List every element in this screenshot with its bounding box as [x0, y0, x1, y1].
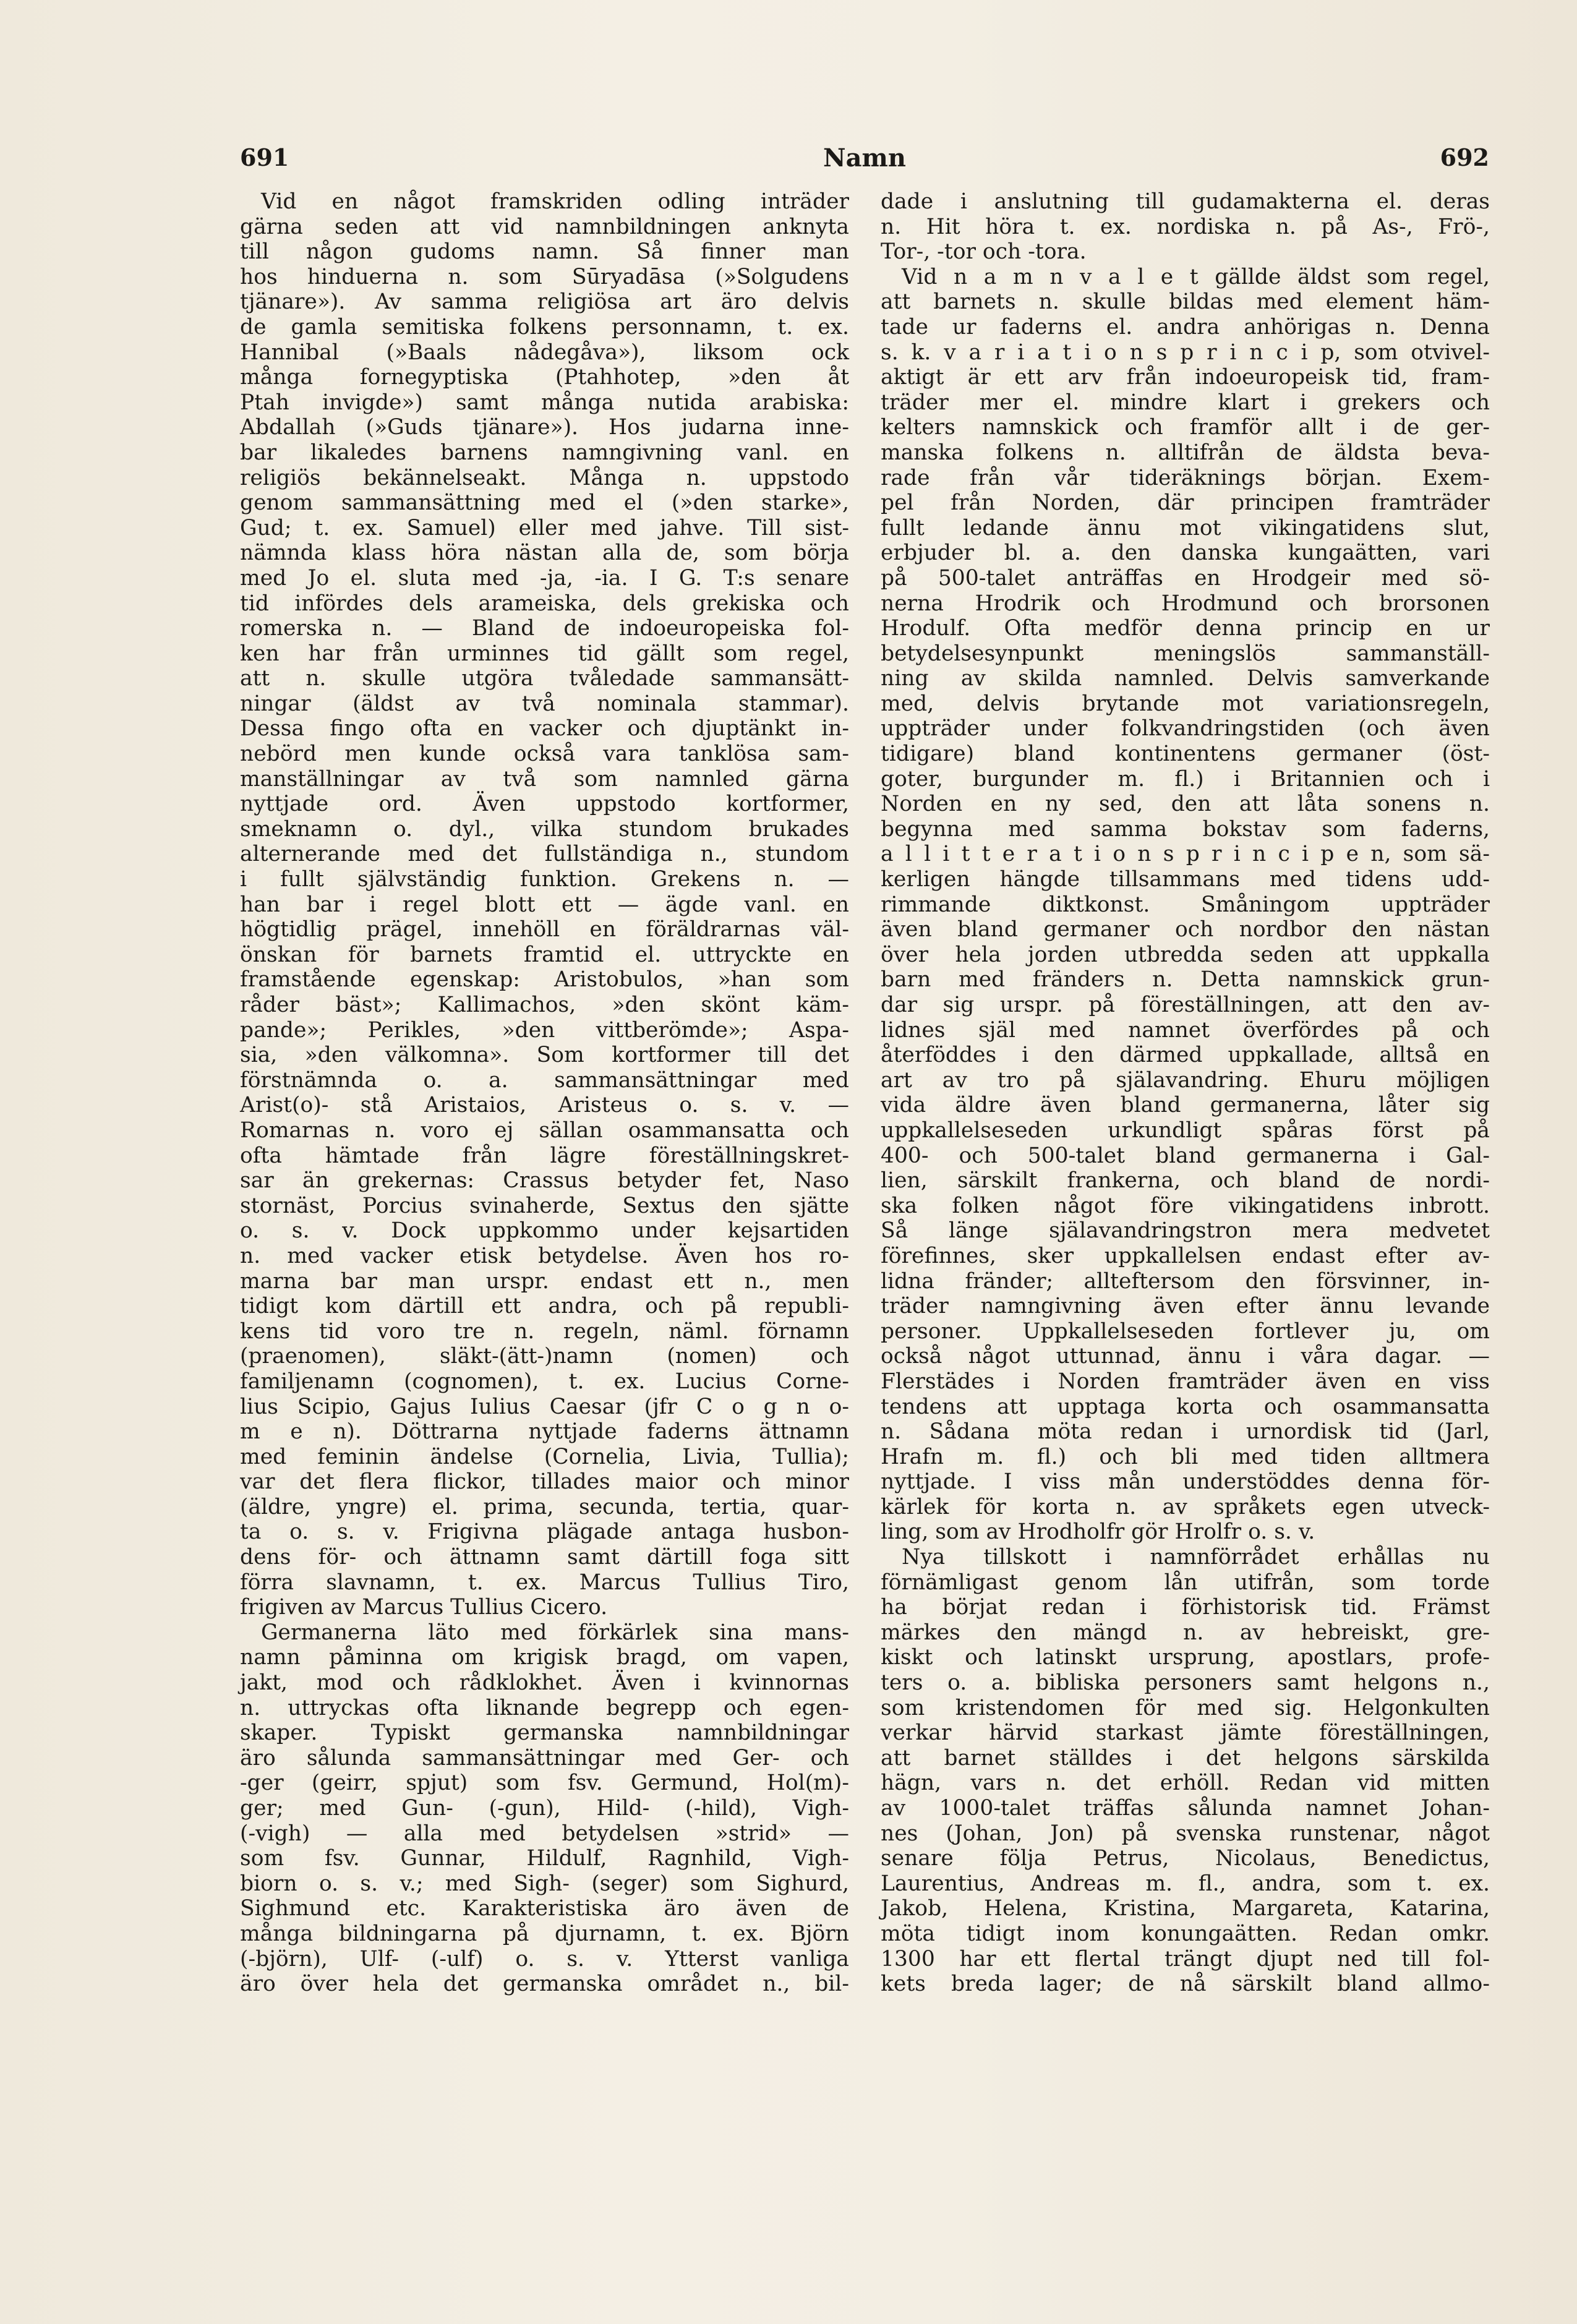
text-line: 400- och 500-talet bland germanerna i Gal- [881, 1143, 1490, 1168]
text-line: kerligen hängde tillsammans med tidens udd- [881, 867, 1490, 892]
text-line: ning av skilda namnled. Delvis samverkande [881, 666, 1490, 691]
text-line: nyttjade ord. Även uppstodo kortformer, [240, 792, 849, 817]
text-line: ha börjat redan i förhistorisk tid. Främst [881, 1595, 1490, 1620]
text-line: (-vigh) — alla med betydelsen »strid» — [240, 1821, 849, 1846]
text-line: var det flera flickor, tillades maior och minor [240, 1469, 849, 1495]
text-line: bar likaledes barnens namngivning vanl. en [240, 440, 849, 465]
text-line: nerna Hrodrik och Hrodmund och brorsonen [881, 591, 1490, 616]
text-line: som fsv. Gunnar, Hildulf, Ragnhild, Vigh- [240, 1846, 849, 1871]
text-line: n. Hit höra t. ex. nordiska n. på As-, Frö-, [881, 214, 1490, 239]
text-line: pel från Norden, där principen framträder [881, 490, 1490, 516]
text-line: ofta hämtade från lägre föreställningskret- [240, 1143, 849, 1168]
text-line: tidigare) bland kontinentens germaner (öst- [881, 741, 1490, 767]
text-line: frigiven av Marcus Tullius Cicero. [240, 1595, 608, 1620]
text-line: nebörd men kunde också vara tanklösa sam- [240, 741, 849, 767]
text-line: Arist(o)- stå Aristaios, Aristeus o. s. v. — [240, 1093, 849, 1118]
text-line: Flerstädes i Norden framträder även en viss [881, 1369, 1490, 1394]
text-line: högtidlig prägel, innehöll en föräldrarnas väl- [240, 917, 849, 942]
text-line: ningar (äldst av två nominala stammar). [240, 691, 849, 716]
text-line: Jakob, Helena, Kristina, Margareta, Katarina, [881, 1896, 1490, 1921]
text-line: på 500-talet anträffas en Hrodgeir med sö- [881, 565, 1490, 591]
text-line: träder namngivning även efter ännu levande [881, 1294, 1490, 1319]
text-line: äro över hela det germanska området n., bil- [240, 1972, 849, 1997]
text-line: Gud; t. ex. Samuel) eller med jahve. Till sist- [240, 515, 849, 540]
text-line: Hannibal (»Baals nådegåva»), liksom ock [240, 340, 849, 365]
text-line: till någon gudoms namn. Så finner man [240, 239, 849, 265]
text-line: pande»; Perikles, »den vittberömde»; Aspa- [240, 1017, 849, 1043]
text-line: o. s. v. Dock uppkommo under kejsartiden [240, 1218, 849, 1244]
text-line: ska folken något före vikingatidens inbrott. [881, 1193, 1490, 1218]
text-line: Laurentius, Andreas m. fl., andra, som t. ex. [881, 1871, 1490, 1896]
text-line: romerska n. — Bland de indoeuropeiska fol- [240, 616, 849, 641]
text-line: kiskt och latinskt ursprung, apostlars, profe- [881, 1645, 1490, 1670]
text-line: av 1000-talet träffas sålunda namnet Johan- [881, 1796, 1490, 1821]
text-line: märkes den mängd n. av hebreiskt, gre- [881, 1620, 1490, 1645]
text-line: äro sålunda sammansättningar med Ger- och [240, 1745, 849, 1771]
text-line: n. med vacker etisk betydelse. Även hos ro- [240, 1243, 849, 1268]
text-line: Vid en något framskriden odling inträder [261, 189, 849, 214]
text-line: råder bäst»; Kallimachos, »den skönt käm- [240, 993, 849, 1017]
text-line: rimmande diktkonst. Småningom uppträder [881, 892, 1490, 917]
text-line: Ptah invigde») samt många nutida arabiska: [240, 390, 849, 415]
text-line: med feminin ändelse (Cornelia, Livia, Tullia); [240, 1444, 849, 1469]
text-line: Norden en ny sed, den att låta sonens n. [881, 792, 1490, 817]
text-line: s. k. v a r i a t i o n s p r i n c i p, som otvivel- [881, 340, 1490, 365]
text-line: fullt ledande ännu mot vikingatidens slut, [881, 515, 1490, 540]
text-line: ta o. s. v. Frigivna plägade antaga husbon- [240, 1519, 849, 1545]
text-line: tid infördes dels arameiska, dels grekiska och [240, 591, 849, 616]
text-line: förstnämnda o. a. sammansättningar med [240, 1067, 849, 1093]
text-line: nyttjade. I viss mån understöddes denna för- [881, 1469, 1490, 1495]
text-line: (praenomen), släkt-(ätt-)namn (nomen) och [240, 1344, 849, 1369]
text-line: (-björn), Ulf- (-ulf) o. s. v. Ytterst vanliga [240, 1946, 849, 1972]
text-line: hos hinduerna n. som Sūryadāsa (»Solgudens [240, 264, 849, 289]
text-line: jakt, mod och rådklokhet. Även i kvinnornas [240, 1670, 849, 1696]
text-line: återföddes i den därmed uppkallade, alltså en [881, 1043, 1490, 1068]
text-line: vida äldre även bland germanerna, låter sig [881, 1093, 1490, 1118]
text-line: lius Scipio, Gajus Iulius Caesar (jfr C o g n o- [240, 1394, 849, 1419]
text-line: kets breda lager; de nå särskilt bland allmo- [881, 1972, 1490, 1997]
text-line: Vid n a m n v a l e t gällde äldst som regel, [902, 264, 1490, 289]
text-line: lien, särskilt frankerna, och bland de nordi- [881, 1168, 1490, 1194]
text-line: a l l i t t e r a t i o n s p r i n c i p e n, som sä- [881, 842, 1490, 867]
text-line: erbjuder bl. a. den danska kungaätten, vari [881, 540, 1490, 566]
text-line: biorn o. s. v.; med Sigh- (seger) som Sighurd, [240, 1871, 849, 1896]
text-line: nämnda klass höra nästan alla de, som börja [240, 540, 849, 566]
text-line: förnämligast genom lån utifrån, som torde [881, 1570, 1490, 1595]
text-line: gärna seden att vid namnbildningen anknyta [240, 214, 849, 239]
text-line: manställningar av två som namnled gärna [240, 766, 849, 792]
text-line: genom sammansättning med el (»den starke», [240, 490, 849, 516]
text-line: ters o. a. bibliska personers samt helgons n., [881, 1670, 1490, 1696]
text-line: Hrodulf. Ofta medför denna princip en ur [881, 616, 1490, 641]
text-line: personer. Uppkallelseseden fortlever ju, om [881, 1318, 1490, 1344]
text-line: i fullt självständig funktion. Grekens n. — [240, 867, 849, 892]
text-line: religiös bekännelseakt. Många n. uppstodo [240, 465, 849, 490]
text-line: n. Sådana möta redan i urnordisk tid (Jarl, [881, 1419, 1490, 1445]
text-line: sar än grekernas: Crassus betyder fet, Naso [240, 1168, 849, 1194]
text-line: marna bar man urspr. endast ett n., men [240, 1268, 849, 1294]
text-line: verkar härvid starkast jämte föreställningen, [881, 1720, 1490, 1746]
text-line: att barnets n. skulle bildas med element häm- [881, 289, 1490, 315]
text-line: Så länge själavandringstron mera medvetet [881, 1218, 1490, 1244]
text-line: namn påminna om krigisk bragd, om vapen, [240, 1645, 849, 1670]
text-line: alternerande med det fullständiga n., stundom [240, 842, 849, 867]
text-line: Dessa fingo ofta en vacker och djuptänkt in- [240, 716, 849, 741]
text-line: ling, som av Hrodholfr gör Hrolfr o. s. v. [881, 1519, 1315, 1545]
text-line: uppträder under folkvandringstiden (och även [881, 716, 1490, 741]
right-text-column [881, 189, 1490, 1997]
text-line: kärlek för korta n. av språkets egen utveck- [881, 1494, 1490, 1519]
text-line: familjenamn (cognomen), t. ex. Lucius Corne- [240, 1369, 849, 1394]
text-line: sia, »den välkomna». Som kortformer till det [240, 1043, 849, 1068]
text-line: smeknamn o. dyl., vilka stundom brukades [240, 816, 849, 842]
text-line: Nya tillskott i namnförrådet erhållas nu [902, 1545, 1490, 1570]
text-line: Tor-, -tor och -tora. [881, 239, 1087, 265]
text-line: att barnet ställdes i det helgons särskilda [881, 1745, 1490, 1771]
text-line: hägn, vars n. det erhöll. Redan vid mitten [881, 1771, 1490, 1796]
text-line: (äldre, yngre) el. prima, secunda, tertia, quar- [240, 1494, 849, 1519]
text-line: 1300 har ett flertal trängt djupt ned till fol- [881, 1946, 1490, 1972]
text-line: som kristendomen för med sig. Helgonkulten [881, 1695, 1490, 1720]
text-line: dar sig urspr. på föreställningen, att den av- [881, 993, 1490, 1017]
text-line: n. uttryckas ofta liknande begrepp och egen- [240, 1695, 849, 1720]
left-text-column [240, 189, 849, 1997]
text-line: ken har från urminnes tid gällt som regel, [240, 641, 849, 666]
text-line: uppkallelseseden urkundligt spåras först på [881, 1117, 1490, 1143]
text-line: goter, burgunder m. fl.) i Britannien och i [881, 766, 1490, 792]
text-line: möta tidigt inom konungaätten. Redan omkr. [881, 1921, 1490, 1946]
text-line: art av tro på själavandring. Ehuru möjligen [881, 1067, 1490, 1093]
text-line: ger; med Gun- (-gun), Hild- (-hild), Vigh- [240, 1796, 849, 1821]
text-line: framstående egenskap: Aristobulos, »han som [240, 967, 849, 993]
text-line: träder mer el. mindre klart i grekers och [881, 390, 1490, 415]
running-head [240, 143, 1489, 174]
page-number-left: 691 [240, 143, 289, 171]
text-line: även bland germaner och nordbor den nästan [881, 917, 1490, 942]
text-line: många fornegyptiska (Ptahhotep, »den åt [240, 365, 849, 390]
text-line: över hela jorden utbredda seden att uppkalla [881, 942, 1490, 967]
text-line: m e n). Döttrarna nyttjade faderns ättnamn [240, 1419, 849, 1445]
text-line: också något uttunnad, ännu i våra dagar. — [881, 1344, 1490, 1369]
text-line: förra slavnamn, t. ex. Marcus Tullius Tiro, [240, 1570, 849, 1595]
text-line: lidna fränder; allteftersom den försvinner, in- [881, 1268, 1490, 1294]
text-line: senare följa Petrus, Nicolaus, Benedictus, [881, 1846, 1490, 1871]
text-line: begynna med samma bokstav som faderns, [881, 816, 1490, 842]
page-number-right: 692 [1440, 143, 1489, 171]
text-line: -ger (geirr, spjut) som fsv. Germund, Hol(m)- [240, 1771, 849, 1796]
text-line: tjänare»). Av samma religiösa art äro delvis [240, 289, 849, 315]
text-line: dade i anslutning till gudamakterna el. deras [881, 189, 1490, 214]
text-line: barn med fränders n. Detta namnskick grun- [881, 967, 1490, 993]
text-line: dens för- och ättnamn samt därtill foga sitt [240, 1545, 849, 1570]
text-line: att n. skulle utgöra tvåledade sammansätt- [240, 666, 849, 691]
text-line: Abdallah (»Guds tjänare»). Hos judarna inne- [240, 415, 849, 440]
text-line: han bar i regel blott ett — ägde vanl. en [240, 892, 849, 917]
text-line: aktigt är ett arv från indoeuropeisk tid, fram- [881, 365, 1490, 390]
text-line: kelters namnskick och framför allt i de ger- [881, 415, 1490, 440]
text-line: Romarnas n. voro ej sällan osammansatta och [240, 1117, 849, 1143]
text-line: betydelsesynpunkt meningslös sammanställ- [881, 641, 1490, 666]
text-line: Sighmund etc. Karakteristiska äro även de [240, 1896, 849, 1921]
text-line: lidnes själ med namnet överfördes på och [881, 1017, 1490, 1043]
text-line: tendens att upptaga korta och osammansatta [881, 1394, 1490, 1419]
text-line: Hrafn m. fl.) och bli med tiden alltmera [881, 1444, 1490, 1469]
text-line: många bildningarna på djurnamn, t. ex. Björn [240, 1921, 849, 1946]
text-line: med Jo el. sluta med -ja, -ia. I G. T:s senare [240, 565, 849, 591]
text-line: förefinnes, sker uppkallelsen endast efter av- [881, 1243, 1490, 1268]
text-line: önskan för barnets framtid el. uttryckte en [240, 942, 849, 967]
text-line: rade från vår tideräknings början. Exem- [881, 465, 1490, 490]
text-line: tidigt kom därtill ett andra, och på republi- [240, 1294, 849, 1319]
text-line: Germanerna läto med förkärlek sina mans- [261, 1620, 849, 1645]
text-line: tade ur faderns el. andra anhörigas n. Denna [881, 314, 1490, 340]
text-line: de gamla semitiska folkens personnamn, t. ex. [240, 314, 849, 340]
text-line: skaper. Typiskt germanska namnbildningar [240, 1720, 849, 1746]
text-line: med, delvis brytande mot variationsregeln, [881, 691, 1490, 716]
text-line: stornäst, Porcius svinaherde, Sextus den sjätte [240, 1193, 849, 1218]
text-line: kens tid voro tre n. regeln, näml. förnamn [240, 1318, 849, 1344]
text-line: nes (Johan, Jon) på svenska runstenar, något [881, 1821, 1490, 1846]
text-line: manska folkens n. alltifrån de äldsta beva- [881, 440, 1490, 465]
page-title: Namn [823, 143, 906, 173]
